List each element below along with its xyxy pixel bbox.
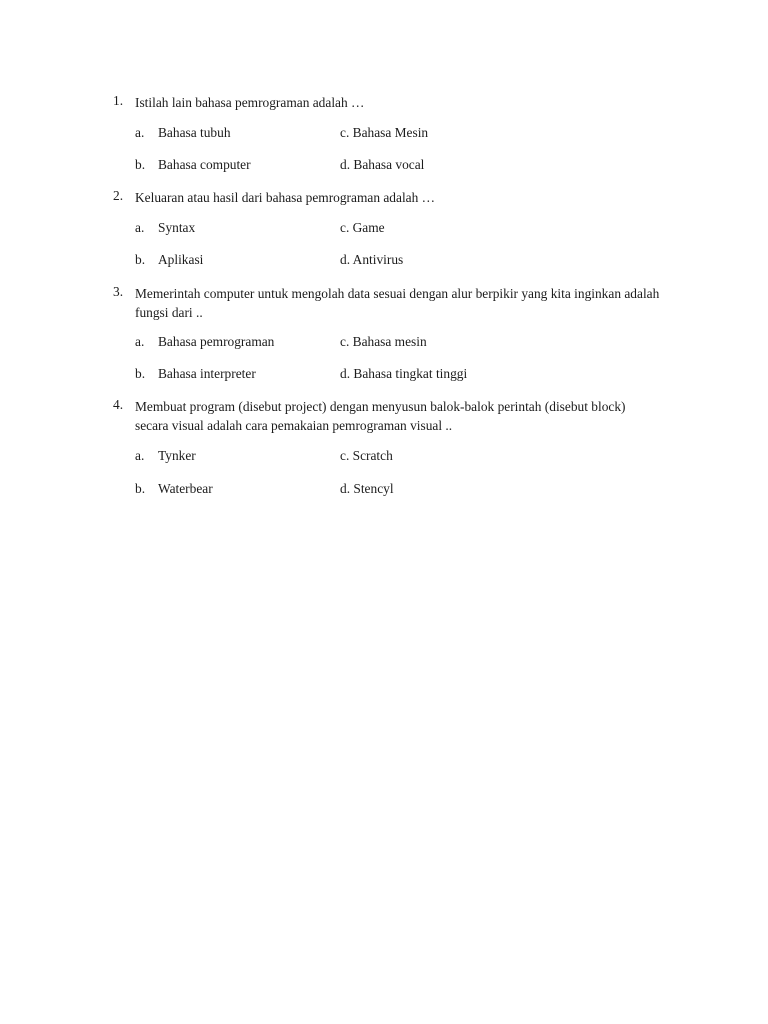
option-right: d. Bahasa vocal xyxy=(340,157,425,172)
option-letter: a. xyxy=(135,334,145,349)
option-text: Aplikasi xyxy=(158,252,204,267)
option-text: Syntax xyxy=(158,220,196,235)
option-right: c. Bahasa Mesin xyxy=(340,125,429,140)
option-letter: b. xyxy=(135,481,146,496)
option-right: d. Bahasa tingkat tinggi xyxy=(340,366,468,381)
option-letter: a. xyxy=(135,125,145,140)
option-letter: a. xyxy=(135,448,145,463)
option-letter: b. xyxy=(135,252,146,267)
option-text: Bahasa interpreter xyxy=(158,366,256,381)
option-right: d. Antivirus xyxy=(340,252,404,267)
option-right: c. Game xyxy=(340,220,385,235)
question-number: 1. xyxy=(113,93,124,108)
question-text: Memerintah computer untuk mengolah data sesuai dengan alur berpikir yang kita inginkan adalah fungsi dari .. xyxy=(135,286,660,320)
option-text: Waterbear xyxy=(158,481,213,496)
option-right: c. Scratch xyxy=(340,448,393,463)
option-letter: b. xyxy=(135,366,146,381)
option-text: Tynker xyxy=(158,448,196,463)
option-right: c. Bahasa mesin xyxy=(340,334,427,349)
option-text: Bahasa pemrograman xyxy=(158,334,275,349)
question-text: Keluaran atau hasil dari bahasa pemrograman adalah … xyxy=(135,190,436,205)
question-number: 4. xyxy=(113,397,124,412)
question-number: 3. xyxy=(113,284,124,299)
question-text: Membuat program (disebut project) dengan menyusun balok-balok perintah (disebut block) secara visual adalah cara pemakaian pemrograman visual .. xyxy=(135,399,626,433)
question-text: Istilah lain bahasa pemrograman adalah … xyxy=(135,95,365,110)
option-right: d. Stencyl xyxy=(340,481,394,496)
option-text: Bahasa tubuh xyxy=(158,125,231,140)
question-number: 2. xyxy=(113,188,124,203)
option-text: Bahasa computer xyxy=(158,157,251,172)
option-letter: b. xyxy=(135,157,146,172)
option-letter: a. xyxy=(135,220,145,235)
